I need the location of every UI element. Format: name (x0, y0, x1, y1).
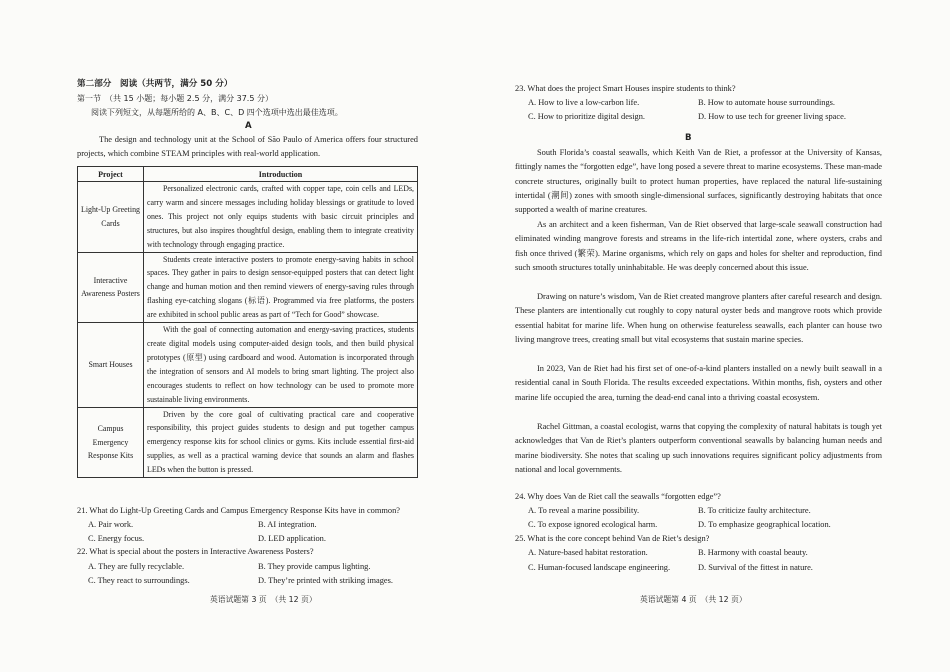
question-24-option-c: C. To expose ignored ecological harm. (528, 520, 658, 529)
project-name: Campus Emergency Response Kits (78, 407, 144, 478)
question-25-stem: 25. What is the core concept behind Van de Riet’s design? (515, 534, 710, 543)
question-25-option-d: D. Survival of the fittest in nature. (698, 563, 813, 572)
question-23-option-d: D. How to use tech for greener living space. (698, 112, 846, 121)
question-23-option-b: B. How to automate house surroundings. (698, 98, 836, 107)
page-footer-right: 英语试题第 4 页 （共 12 页） (640, 595, 747, 604)
question-22-stem: 22. What is special about the posters in Interactive Awareness Posters? (77, 547, 314, 556)
section-line: 第一节 （共 15 小题；每小题 2.5 分，满分 37.5 分） (77, 94, 273, 103)
project-intro: Driven by the core goal of cultivating practical care and cooperative responsibility, this project guides students to design and put together campus emergency response kits for school clinics or gyms. Kits include essential first-aid supplies, as well as a practical warning device that sounds an alarm and flashes LEDs when the button is pressed. (144, 407, 418, 478)
page-footer-left: 英语试题第 3 页 （共 12 页） (210, 595, 317, 604)
passage-b-paragraph-3: Drawing on nature’s wisdom, Van de Riet created mangrove planters after careful research and design. These planters are intentionally cut roughly to copy natural oyster beds and mangrove roots which provide essential habitat for marine life. When hung on otherwise featureless seawalls, each planter can house two living mangrove trees, creating small but vital ecosystems that sustain marine species. (515, 292, 882, 344)
passage-b-paragraph-5: Rachel Gittman, a coastal ecologist, warns that copying the complexity of natural habitats is tough yet acknowledges that Van de Riet’s planters outperform conventional seawalls by balancing human needs and marine biodiversity. She notes that scaling up such innovations requires significant policy adjustments from national and local governments. (515, 422, 882, 474)
passage-b-paragraph-4: In 2023, Van de Riet had his first set of one-of-a-kind planters installed on a newly built seawall in a residential canal in South Florida. The results exceeded expectations. Within months, fish, oysters and other marine life occupied the area, turning the dead-end canal into a thriving coastal ecosystem. (515, 364, 882, 402)
passage-letter-b: B (685, 133, 692, 143)
project-intro: Personalized electronic cards, crafted with copper tape, coin cells and LEDs, carry warm and sincere messages including holiday blessings or gratitude to loved ones. This project not only equips students with basic circuit principles and structures, but also inspires thoughtful design, enabling them to integrate creativity with technology through engaging practice. (144, 182, 418, 253)
question-22-option-b: B. They provide campus lighting. (258, 562, 371, 571)
question-21-option-d: D. LED application. (258, 534, 326, 543)
question-24-stem: 24. Why does Van de Riet call the seawalls “forgotten edge”? (515, 492, 721, 501)
right-page (475, 0, 950, 672)
question-21-option-c: C. Energy focus. (88, 534, 145, 543)
table-row (78, 182, 418, 253)
question-25-option-b: B. Harmony with coastal beauty. (698, 548, 808, 557)
table-row (78, 252, 418, 323)
question-23-option-c: C. How to prioritize digital design. (528, 112, 646, 121)
project-name: Smart Houses (78, 323, 144, 407)
question-25-option-a: A. Nature-based habitat restoration. (528, 548, 648, 557)
passage-b-paragraph-1: South Florida’s coastal seawalls, which Keith Van de Riet, a professor at the University of Kansas, fittingly names the “forgotten edge”, have long posed a severe threat to marine ecosystems. These man-made concrete structures, originally built to protect human properties, have replaced the natural life-sustaining intertidal (潮间) zones with smooth single-dimensional surfaces, significantly destroying habitats that once supported a wealth of marine creatures. (515, 148, 882, 215)
instruction: 阅读下列短文，从每题所给的 A、B、C、D 四个选项中选出最佳选项。 (91, 108, 343, 117)
table-header-project: Project (78, 167, 144, 182)
table-row (78, 323, 418, 407)
question-24-option-a: A. To reveal a marine possibility. (528, 506, 640, 515)
question-22-option-d: D. They’re printed with striking images. (258, 576, 393, 585)
question-21-option-a: A. Pair work. (88, 520, 134, 529)
passage-letter-a: A (245, 121, 252, 131)
question-23-stem: 23. What does the project Smart Houses inspire students to think? (515, 84, 736, 93)
projects-table (77, 166, 418, 478)
question-21-option-b: B. AI integration. (258, 520, 317, 529)
table-header-introduction: Introduction (144, 167, 418, 182)
question-22-option-a: A. They are fully recyclable. (88, 562, 185, 571)
question-21-stem: 21. What do Light-Up Greeting Cards and Campus Emergency Response Kits have in common? (77, 506, 400, 515)
question-23-option-a: A. How to live a low-carbon life. (528, 98, 640, 107)
question-24-option-d: D. To emphasize geographical location. (698, 520, 831, 529)
project-name: Light-Up Greeting Cards (78, 182, 144, 253)
question-22-option-c: C. They react to surroundings. (88, 576, 190, 585)
part-title: 第二部分 阅读（共两节，满分 50 分） (77, 79, 233, 89)
project-intro: With the goal of connecting automation and energy-saving practices, students create digital models using computer-aided design tools, and then build physical prototypes (原型) using cardboard and wood. Automation is incorporated through the integration of sensors and AI models to bring smart lighting. The project also encourages students to reflect on how technology can be used to promote more sustainable living environments. (144, 323, 418, 407)
question-24-option-b: B. To criticize faulty architecture. (698, 506, 811, 515)
passage-a-intro: The design and technology unit at the School of São Paulo of America offers four structured projects, which combine STEAM principles with real-world application. (77, 135, 418, 158)
project-name: Interactive Awareness Posters (78, 252, 144, 323)
table-row (78, 407, 418, 478)
question-25-option-c: C. Human-focused landscape engineering. (528, 563, 671, 572)
passage-b-paragraph-2: As an architect and a keen fisherman, Van de Riet observed that large-scale seawall construction had eliminated winding mangrove forests and streams in the life-rich intertidal zone, where oysters, crabs and fish once thrived (繁荣). Marine organisms, which rely on gaps and holes for shelter and reproduction, find such smooth structures totally uninhabitable. He was deeply concerned about this issue. (515, 220, 882, 272)
project-intro: Students create interactive posters to promote energy-saving habits in school spaces. They gather in pairs to design sensor-equipped posters that can detect light change and human motion and then remind viewers of energy-saving rules through flashing eye-catching slogans (标语). Programmed via free platforms, the posters are exhibited in school public areas as part of “Tech for Good” showcase. (144, 252, 418, 323)
